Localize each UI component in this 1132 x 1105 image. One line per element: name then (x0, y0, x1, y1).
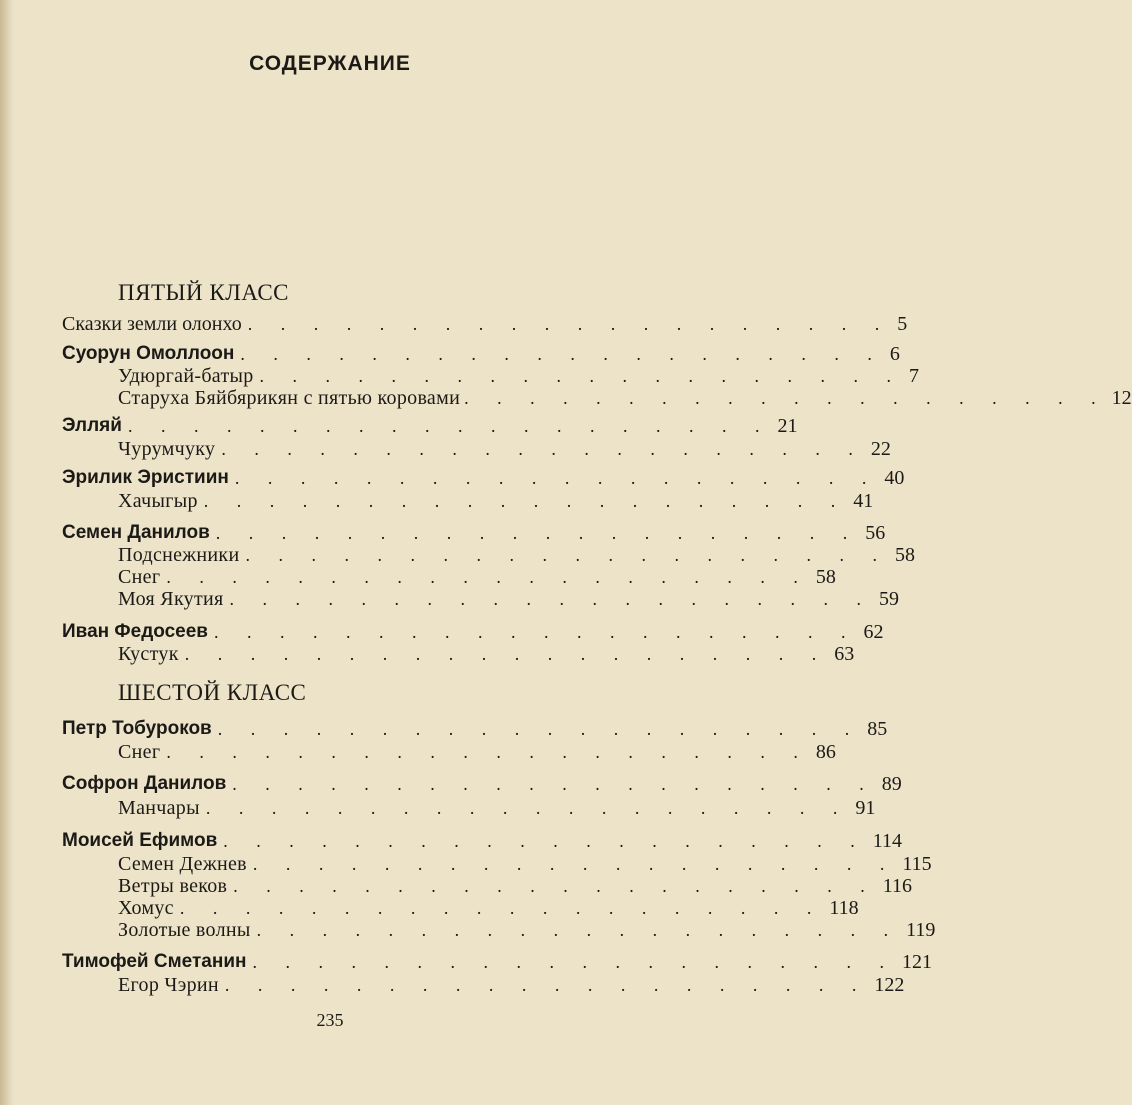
author-name: Семен Данилов (62, 522, 210, 543)
leader-dots: . . . . . . . . . . . . . . . . . . . . (184, 644, 829, 664)
leader-dots: . . . . . . . . . . . . . . . . . . . . (464, 388, 1108, 408)
toc-entry-page: 119 (906, 919, 936, 941)
toc-entry-title: Манчары (118, 797, 200, 819)
leader-dots: . . . . . . . . . . . . . . . . . . . . (245, 545, 889, 565)
toc-entry-page: 121 (901, 951, 932, 973)
leader-dots: . . . . . . . . . . . . . . . . . . . . (205, 798, 850, 818)
toc-author-entry (62, 521, 886, 545)
leader-dots: . . . . . . . . . . . . . . . . . . . . (215, 523, 860, 543)
leader-dots: . . . . . . . . . . . . . . . . . . . . (247, 314, 892, 334)
author-name: Тимофей Сметанин (62, 951, 247, 972)
author-name: Софрон Данилов (62, 773, 227, 794)
toc-entry-page: 63 (834, 643, 855, 665)
toc-entry (62, 740, 836, 764)
author-name: Петр Тобуроков (62, 718, 212, 739)
toc-author-entry (62, 466, 905, 490)
toc-entry (62, 642, 855, 666)
leader-dots: . . . . . . . . . . . . . . . . . . . . (259, 366, 904, 386)
toc-entry-title: Сказки земли олонхо (62, 313, 242, 335)
leader-dots: . . . . . . . . . . . . . . . . . . . . (179, 898, 824, 918)
leader-dots: . . . . . . . . . . . . . . . . . . . . (232, 774, 876, 794)
toc-entry-title: Хачыгыр (118, 490, 198, 512)
toc-entry-title: Моя Якутия (118, 588, 224, 610)
toc-entry-page: 6 (889, 343, 900, 365)
toc-entry-title: Удюргай-батыр (118, 365, 254, 387)
leader-dots: . . . . . . . . . . . . . . . . . . . . (233, 876, 877, 896)
toc-entry (62, 896, 859, 920)
toc-entry-page: 56 (865, 522, 886, 544)
toc-entry-page: 116 (882, 875, 913, 897)
toc-entry-page: 5 (897, 313, 908, 335)
toc-author-entry (62, 950, 932, 974)
toc-entry-page: 91 (855, 797, 876, 819)
leader-dots: . . . . . . . . . . . . . . . . . . . . (234, 468, 879, 488)
toc-entry-page: 118 (829, 897, 859, 919)
author-name: Суорун Омоллоон (62, 343, 235, 364)
leader-dots: . . . . . . . . . . . . . . . . . . . . (252, 854, 897, 874)
toc-entry-page: 62 (863, 621, 884, 643)
leader-dots: . . . . . . . . . . . . . . . . . . . . (256, 920, 901, 940)
book-spine-shadow (0, 0, 14, 1105)
toc-entry-page: 41 (853, 490, 874, 512)
leader-dots: . . . . . . . . . . . . . . . . . . . . (203, 491, 848, 511)
toc-entry (62, 852, 932, 876)
leader-dots: . . . . . . . . . . . . . . . . . . . . (224, 975, 869, 995)
toc-entry (62, 587, 900, 611)
leader-dots: . . . . . . . . . . . . . . . . . . . . (214, 622, 858, 642)
author-name: Моисей Ефимов (62, 830, 218, 851)
toc-entry-page: 21 (777, 415, 798, 437)
toc-author-entry (62, 772, 902, 796)
toc-entry-page: 58 (894, 544, 915, 566)
toc-entry-page: 58 (815, 566, 836, 588)
leader-dots: . . . . . . . . . . . . . . . . . . . . (229, 589, 874, 609)
toc-entry-page: 7 (909, 365, 920, 387)
page-number: 235 (316, 1010, 344, 1030)
toc-entry (62, 874, 913, 898)
toc-entry-title: Ветры веков (118, 875, 228, 897)
toc-entry-page: 12 (1111, 387, 1132, 409)
section-heading-sixth-grade: ШЕСТОЙ КЛАСС (118, 680, 307, 705)
leader-dots: . . . . . . . . . . . . . . . . . . . . (223, 831, 867, 851)
page-title: СОДЕРЖАНИЕ (249, 52, 411, 75)
toc-entry-title: Кустук (118, 643, 179, 665)
toc-entry (62, 918, 936, 942)
toc-entry (62, 565, 836, 589)
leader-dots: . . . . . . . . . . . . . . . . . . . . (166, 742, 810, 762)
toc-entry-title: Чурумчуку (118, 438, 216, 460)
leader-dots: . . . . . . . . . . . . . . . . . . . . (240, 344, 884, 364)
toc-entry-page: 89 (881, 773, 902, 795)
toc-entry (62, 973, 905, 997)
toc-author-entry (62, 829, 903, 853)
author-name: Иван Федосеев (62, 621, 208, 642)
toc-entry-page: 114 (872, 830, 903, 852)
toc-entry (62, 386, 1132, 410)
toc-entry (62, 364, 920, 388)
toc-entry-title: Подснежники (118, 544, 240, 566)
leader-dots: . . . . . . . . . . . . . . . . . . . . (217, 719, 862, 739)
toc-entry-page: 40 (884, 467, 905, 489)
leader-dots: . . . . . . . . . . . . . . . . . . . . (127, 416, 772, 436)
toc-author-entry (62, 414, 798, 438)
toc-entry (62, 437, 891, 461)
toc-entry-title: Золотые волны (118, 919, 251, 941)
toc-entry-title: Семен Дежнев (118, 853, 247, 875)
toc-entry-page: 115 (902, 853, 932, 875)
author-name: Элляй (62, 415, 122, 436)
toc-entry (62, 312, 908, 336)
toc-entry-title: Егор Чэрин (118, 974, 219, 996)
toc-author-entry (62, 342, 900, 366)
leader-dots: . . . . . . . . . . . . . . . . . . . . (252, 952, 896, 972)
toc-entry (62, 489, 874, 513)
leader-dots: . . . . . . . . . . . . . . . . . . . . (166, 567, 810, 587)
toc-entry-page: 85 (867, 718, 888, 740)
toc-entry-page: 86 (815, 741, 836, 763)
author-name: Эрилик Эристиин (62, 467, 229, 488)
toc-entry (62, 543, 915, 567)
toc-author-entry (62, 620, 884, 644)
toc-entry (62, 796, 876, 820)
leader-dots: . . . . . . . . . . . . . . . . . . . . (221, 439, 865, 459)
toc-entry-title: Хомус (118, 897, 174, 919)
toc-entry-title: Снег (118, 741, 161, 763)
toc-author-entry (62, 717, 888, 741)
toc-entry-page: 59 (879, 588, 900, 610)
toc-entry-title: Снег (118, 566, 161, 588)
toc-entry-title: Старуха Бяйбярикян с пятью коровами (118, 387, 461, 409)
section-heading-fifth-grade: ПЯТЫЙ КЛАСС (118, 280, 290, 305)
toc-entry-page: 22 (870, 438, 891, 460)
toc-entry-page: 122 (874, 974, 905, 996)
